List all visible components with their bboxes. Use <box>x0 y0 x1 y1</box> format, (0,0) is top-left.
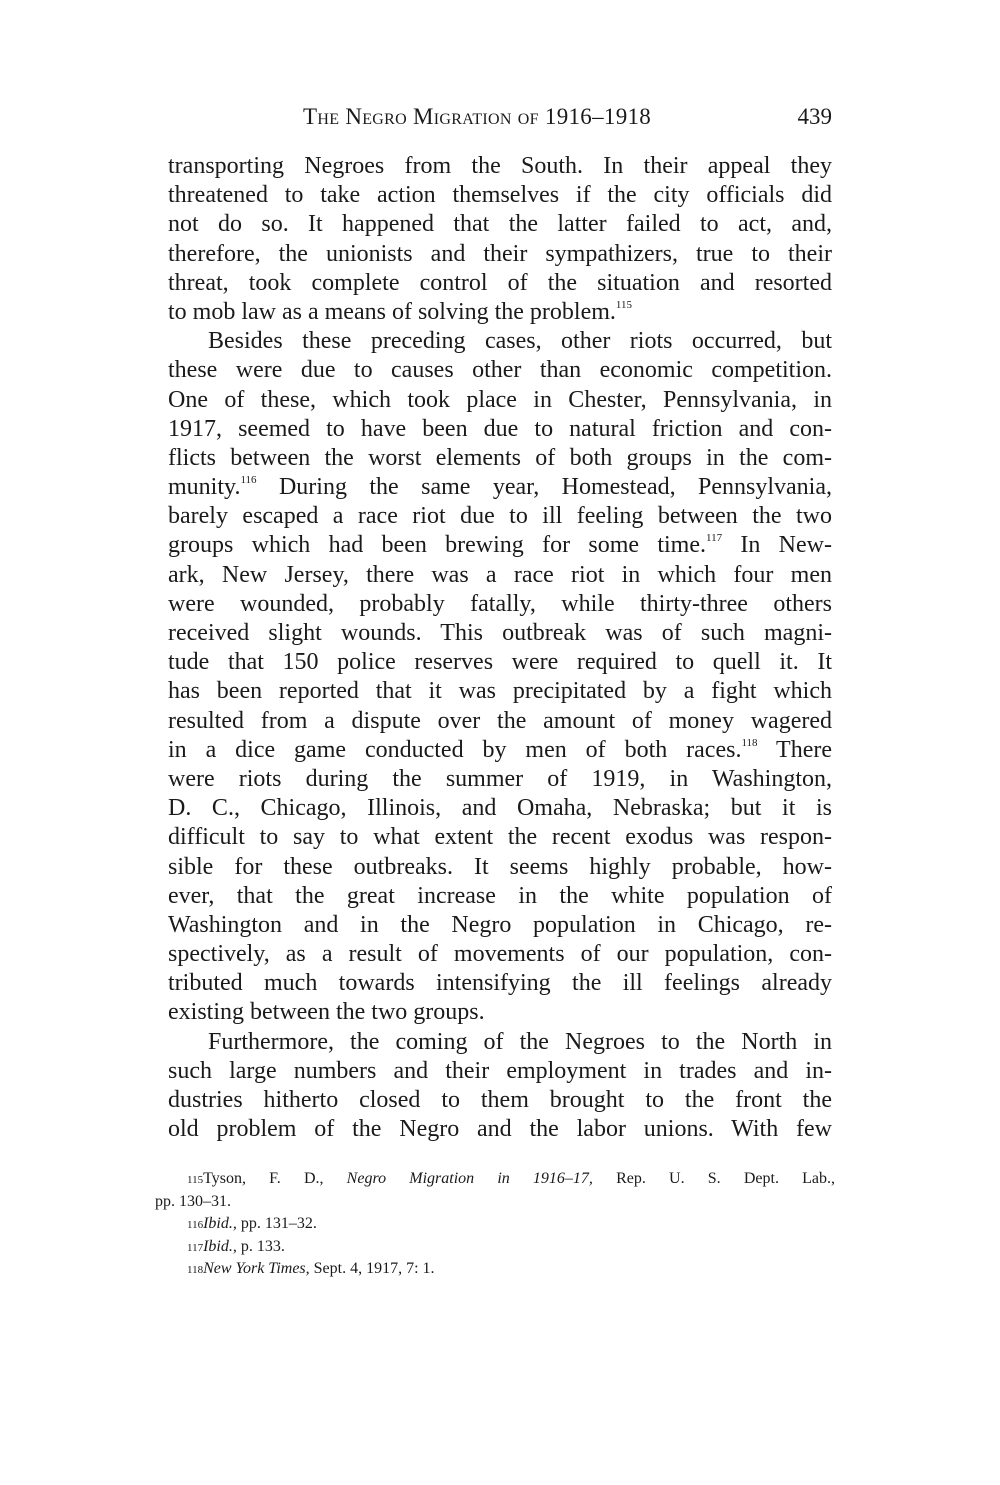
text-line: has been reported that it was precipitated by a fight which <box>168 678 832 705</box>
footnote-ref: 118 <box>741 736 758 749</box>
footnotes <box>155 1168 835 1281</box>
text-line: spectively, as a result of movements of our population, con- <box>168 941 832 968</box>
text-line: Besides these preceding cases, other riots occurred, but <box>208 328 832 355</box>
footnote-115-continuation: pp. 130–31. <box>155 1192 231 1210</box>
text-line: 1917, seemed to have been due to natural friction and con- <box>168 415 832 442</box>
text-line: threatened to take action themselves if the city officials did <box>168 182 832 209</box>
text-line: groups which had been brewing for some time.$^{117}$ In New- <box>168 532 832 559</box>
text-line: munity.$^{116}$ During the same year, Homestead, Pennsylvania, <box>168 474 832 501</box>
text-line: tributed much towards intensifying the ill feelings already <box>168 970 832 997</box>
text-line: transporting Negroes from the South. In their appeal they <box>168 153 832 179</box>
text-line: old problem of the Negro and the labor unions. With few <box>168 1116 832 1143</box>
running-head <box>168 104 832 136</box>
footnote-116: $^{116}$Ibid., pp. 131–32. <box>187 1215 317 1232</box>
page-number: 439 <box>797 104 832 129</box>
footnote-117: $^{117}$Ibid., p. 133. <box>187 1237 285 1255</box>
text-line: were wounded, probably fatally, while thirty-three others <box>168 590 832 617</box>
text-line: D. C., Chicago, Illinois, and Omaha, Nebraska; but it is <box>168 795 832 822</box>
text-line: ever, that the great increase in the white population of <box>168 882 832 909</box>
footnote-115: $^{115}$Tyson, F. D., Negro Migration in 1916–17, Rep. U. S. Dept. Lab., <box>187 1170 835 1187</box>
text-line: to mob law as a means of solving the problem.$^{115}$ <box>168 298 633 325</box>
text-line: dustries hitherto closed to them brought to the front the <box>168 1087 832 1113</box>
body-text <box>168 152 832 1144</box>
text-line: Washington and in the Negro population in Chicago, re- <box>168 911 832 938</box>
footnote-118: $^{118}$New York Times, Sept. 4, 1917, 7: 1. <box>187 1260 435 1277</box>
text-line: barely escaped a race riot due to ill feeling between the two <box>168 503 832 530</box>
text-line: sible for these outbreaks. It seems highly probable, how- <box>168 853 832 880</box>
text-line: were riots during the summer of 1919, in Washington, <box>168 765 832 792</box>
text-line: received slight wounds. This outbreak was of such magni- <box>168 620 832 646</box>
footnote-ref: 117 <box>706 532 723 545</box>
text-line: flicts between the worst elements of both groups in the com- <box>168 444 832 471</box>
footnote-ref: 115 <box>615 298 633 311</box>
text-line: in a dice game conducted by men of both races.$^{118}$ There <box>168 736 832 763</box>
text-line: threat, took complete control of the situation and resorted <box>168 269 832 296</box>
text-line: not do so. It happened that the latter failed to act, and, <box>168 211 832 238</box>
text-line: therefore, the unionists and their sympathizers, true to their <box>168 240 832 267</box>
text-line: tude that 150 police reserves were required to quell it. It <box>168 649 832 676</box>
text-line: One of these, which took place in Chester, Pennsylvania, in <box>168 386 832 413</box>
text-line: resulted from a dispute over the amount of money wagered <box>168 707 832 734</box>
text-line: such large numbers and their employment in trades and in- <box>168 1057 832 1084</box>
text-line: difficult to say to what extent the recent exodus was respon- <box>168 824 832 851</box>
footnote-ref: 116 <box>240 474 257 487</box>
text-line: Furthermore, the coming of the Negroes to the North in <box>208 1028 832 1055</box>
text-line: existing between the two groups. <box>168 999 485 1026</box>
text-line: ark, New Jersey, there was a race riot in which four men <box>168 561 832 588</box>
text-line: these were due to causes other than economic competition. <box>168 357 832 384</box>
running-title: The Negro Migration of 1916–1918 <box>303 104 652 129</box>
